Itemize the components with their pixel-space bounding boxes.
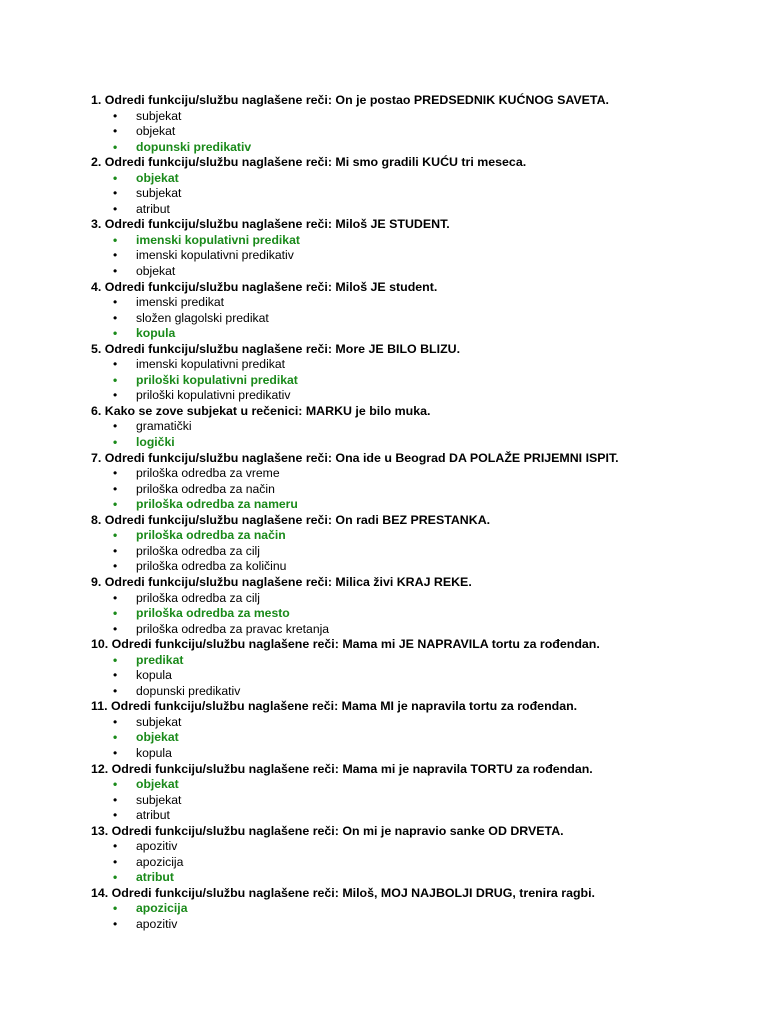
answer-label: atribut xyxy=(136,870,174,885)
answer-option-correct xyxy=(91,373,751,389)
bullet-icon: • xyxy=(113,916,118,931)
answer-option xyxy=(91,559,751,575)
answer-option xyxy=(91,746,751,762)
answer-label: priloška odredba za vreme xyxy=(136,466,280,481)
bullet-icon: • xyxy=(113,668,118,683)
question-text: 12. Odredi funkciju/službu naglašene reči: Mama mi je napravila TORTU za rođendan. xyxy=(91,761,593,776)
answer-option xyxy=(91,202,751,218)
bullet-icon: • xyxy=(113,326,118,341)
answer-label: atribut xyxy=(136,201,170,216)
answer-label: dopunski predikativ xyxy=(136,683,241,698)
answer-label: objekat xyxy=(136,124,176,139)
answer-option xyxy=(91,544,751,560)
question-text: 11. Odredi funkciju/službu naglašene reči: Mama MI je napravila tortu za rođendan. xyxy=(91,699,578,714)
answer-option xyxy=(91,311,751,327)
bullet-icon: • xyxy=(113,248,118,263)
answer-label: kopula xyxy=(136,745,172,760)
answer-option-correct xyxy=(91,435,751,451)
bullet-icon: • xyxy=(113,170,118,185)
question-text: 3. Odredi funkciju/službu naglašene reči: Miloš JE STUDENT. xyxy=(91,217,450,232)
answer-label: priloška odredba za način xyxy=(136,528,286,543)
answer-label: priloški kopulativni predikat xyxy=(136,372,298,387)
answer-label: priloška odredba za cilj xyxy=(136,543,260,558)
bullet-icon: • xyxy=(113,419,118,434)
answer-label: objekat xyxy=(136,264,176,279)
bullet-icon: • xyxy=(113,683,118,698)
answer-option xyxy=(91,466,751,482)
answer-option xyxy=(91,591,751,607)
question-text: 2. Odredi funkciju/službu naglašene reči: Mi smo gradili KUĆU tri meseca. xyxy=(91,155,527,170)
answer-option xyxy=(91,264,751,280)
answer-option xyxy=(91,357,751,373)
bullet-icon: • xyxy=(113,808,118,823)
bullet-icon: • xyxy=(113,357,118,372)
answer-label: subjekat xyxy=(136,186,182,201)
bullet-icon: • xyxy=(113,854,118,869)
answer-option xyxy=(91,186,751,202)
bullet-icon: • xyxy=(113,201,118,216)
answer-label: priloška odredba za način xyxy=(136,481,275,496)
bullet-icon: • xyxy=(113,264,118,279)
answer-option xyxy=(91,668,751,684)
answer-option xyxy=(91,295,751,311)
answer-option-correct xyxy=(91,497,751,513)
bullet-icon: • xyxy=(113,310,118,325)
question-text: 5. Odredi funkciju/službu naglašene reči: More JE BILO BLIZU. xyxy=(91,341,461,356)
answer-label: dopunski predikativ xyxy=(136,139,252,154)
bullet-icon: • xyxy=(113,388,118,403)
answer-label: subjekat xyxy=(136,792,182,807)
answer-option xyxy=(91,248,751,264)
answer-option-correct xyxy=(91,901,751,917)
bullet-icon: • xyxy=(113,372,118,387)
answer-option xyxy=(91,388,751,404)
question-text: 8. Odredi funkciju/službu naglašene reči: On radi BEZ PRESTANKA. xyxy=(91,512,491,527)
answer-label: apozicija xyxy=(136,901,188,916)
question-text: 6. Kako se zove subjekat u rečenici: MARKU je bilo muka. xyxy=(91,403,431,418)
answer-label: apozitiv xyxy=(136,839,178,854)
answer-label: apozicija xyxy=(136,854,184,869)
bullet-icon: • xyxy=(113,870,118,885)
question-text: 7. Odredi funkciju/službu naglašene reči: Ona ide u Beograd DA POLAŽE PRIJEMNI ISPIT. xyxy=(91,450,619,465)
answer-label: predikat xyxy=(136,652,184,667)
answer-option xyxy=(91,839,751,855)
answer-option xyxy=(91,715,751,731)
bullet-icon: • xyxy=(113,621,118,636)
answer-label: imenski kopulativni predikat xyxy=(136,357,286,372)
bullet-icon: • xyxy=(113,714,118,729)
bullet-icon: • xyxy=(113,777,118,792)
answer-option xyxy=(91,124,751,140)
bullet-icon: • xyxy=(113,481,118,496)
bullet-icon: • xyxy=(113,139,118,154)
bullet-icon: • xyxy=(113,730,118,745)
answer-option xyxy=(91,855,751,871)
quiz-document xyxy=(91,93,751,933)
bullet-icon: • xyxy=(113,839,118,854)
answer-option xyxy=(91,793,751,809)
bullet-icon: • xyxy=(113,559,118,574)
answer-label: objekat xyxy=(136,170,179,185)
bullet-icon: • xyxy=(113,792,118,807)
answer-option-correct xyxy=(91,653,751,669)
answer-label: priloška odredba za pravac kretanja xyxy=(136,621,330,636)
answer-option-correct xyxy=(91,870,751,886)
bullet-icon: • xyxy=(113,745,118,760)
answer-option xyxy=(91,109,751,125)
answer-option-correct xyxy=(91,233,751,249)
answer-option xyxy=(91,419,751,435)
bullet-icon: • xyxy=(113,543,118,558)
answer-option xyxy=(91,482,751,498)
answer-label: apozitiv xyxy=(136,916,178,931)
bullet-icon: • xyxy=(113,435,118,450)
answer-label: atribut xyxy=(136,808,170,823)
bullet-icon: • xyxy=(113,466,118,481)
answer-label: priloška odredba za nameru xyxy=(136,497,298,512)
answer-label: priloška odredba za cilj xyxy=(136,590,260,605)
question-text: 4. Odredi funkciju/službu naglašene reči: Miloš JE student. xyxy=(91,279,438,294)
answer-label: imenski kopulativni predikat xyxy=(136,232,300,247)
bullet-icon: • xyxy=(113,108,118,123)
answer-label: imenski kopulativni predikativ xyxy=(136,248,294,263)
bullet-icon: • xyxy=(113,652,118,667)
bullet-icon: • xyxy=(113,528,118,543)
question-text: 10. Odredi funkciju/službu naglašene reči: Mama mi JE NAPRAVILA tortu za rođendan. xyxy=(91,637,600,652)
answer-label: objekat xyxy=(136,777,179,792)
answer-label: priloška odredba za mesto xyxy=(136,606,290,621)
answer-option-correct xyxy=(91,528,751,544)
bullet-icon: • xyxy=(113,124,118,139)
question-text: 13. Odredi funkciju/službu naglašene reči: On mi je napravio sanke OD DRVETA. xyxy=(91,823,564,838)
answer-option-correct xyxy=(91,140,751,156)
answer-label: subjekat xyxy=(136,108,182,123)
answer-label: gramatički xyxy=(136,419,192,434)
answer-label: kopula xyxy=(136,668,172,683)
bullet-icon: • xyxy=(113,186,118,201)
answer-label: složen glagolski predikat xyxy=(136,310,269,325)
answer-label: kopula xyxy=(136,326,176,341)
answer-label: subjekat xyxy=(136,714,182,729)
bullet-icon: • xyxy=(113,497,118,512)
bullet-icon: • xyxy=(113,295,118,310)
answer-option-correct xyxy=(91,171,751,187)
answer-label: priloška odredba za količinu xyxy=(136,559,287,574)
bullet-icon: • xyxy=(113,232,118,247)
bullet-icon: • xyxy=(113,590,118,605)
bullet-icon: • xyxy=(113,606,118,621)
answer-label: priloški kopulativni predikativ xyxy=(136,388,291,403)
question-text: 9. Odredi funkciju/službu naglašene reči: Milica živi KRAJ REKE. xyxy=(91,574,472,589)
answer-label: objekat xyxy=(136,730,179,745)
answer-label: imenski predikat xyxy=(136,295,225,310)
question-text: 1. Odredi funkciju/službu naglašene reči: On je postao PREDSEDNIK KUĆNOG SAVETA. xyxy=(91,93,609,107)
answer-option-correct xyxy=(91,326,751,342)
question-text: 14. Odredi funkciju/službu naglašene reči: Miloš, MOJ NAJBOLJI DRUG, trenira ragbi. xyxy=(91,885,595,900)
answer-option xyxy=(91,917,751,933)
answer-option xyxy=(91,622,751,638)
answer-option-correct xyxy=(91,730,751,746)
bullet-icon: • xyxy=(113,901,118,916)
answer-option xyxy=(91,808,751,824)
answer-option-correct xyxy=(91,606,751,622)
answer-label: logički xyxy=(136,435,175,450)
answer-option xyxy=(91,684,751,700)
answer-option-correct xyxy=(91,777,751,793)
